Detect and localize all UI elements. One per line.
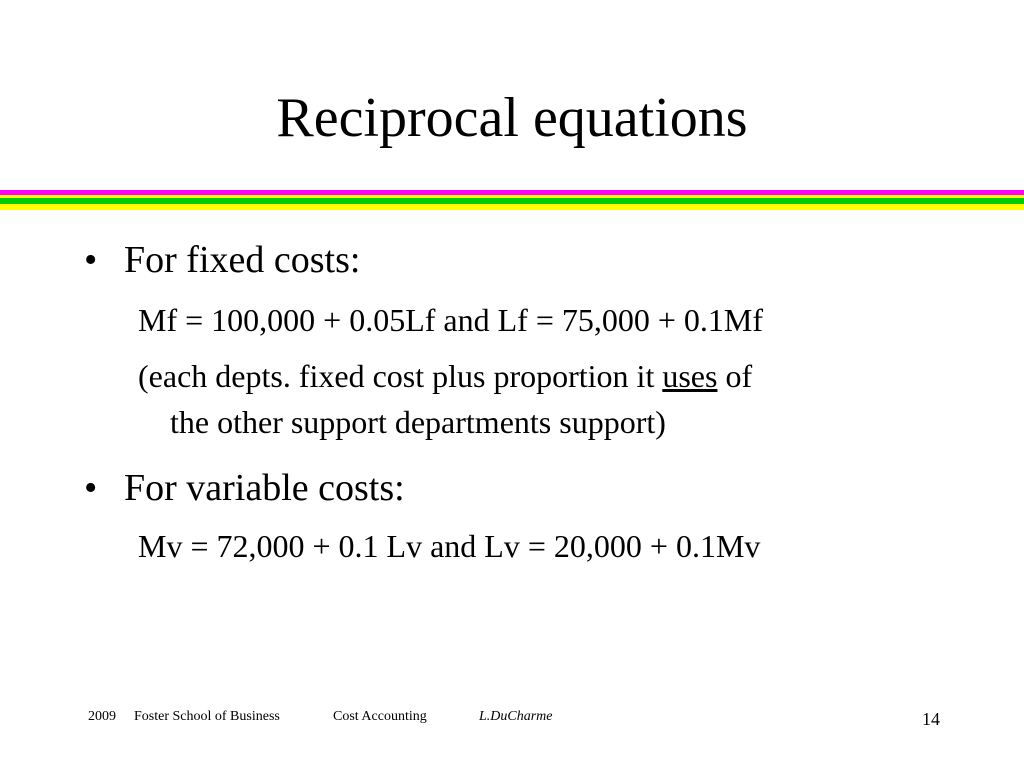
bullet-label: For fixed costs: xyxy=(124,239,361,281)
bullet-dot: • xyxy=(84,467,98,509)
variable-cost-equation: Mv = 72,000 + 0.1 Lv and Lv = 20,000 + 0.1Mv xyxy=(138,528,761,564)
fixed-cost-note xyxy=(138,356,752,396)
slide-title: Reciprocal equations xyxy=(276,87,748,149)
footer-year: 2009 xyxy=(88,709,116,724)
fixed-cost-equation: Mf = 100,000 + 0.05Lf and Lf = 75,000 + 0.1Mf xyxy=(138,302,764,338)
note-text-before: (each depts. fixed cost plus proportion it xyxy=(138,358,663,394)
page-number: 14 xyxy=(922,709,940,729)
decorative-stripes xyxy=(0,190,1024,212)
note-text-after: of xyxy=(717,358,753,394)
footer-course: Cost Accounting xyxy=(333,709,427,724)
footer-school: Foster School of Business xyxy=(134,709,280,724)
bullet-variable-costs xyxy=(84,466,405,510)
bullet-label: For variable costs: xyxy=(124,467,405,509)
stripe-yellow-bottom xyxy=(0,204,1024,210)
note-underlined-word: uses xyxy=(662,358,718,394)
bullet-dot: • xyxy=(84,239,98,281)
bullet-fixed-costs xyxy=(84,238,360,282)
fixed-cost-note-continued: the other support departments support) xyxy=(170,404,666,440)
footer-author: L.DuCharme xyxy=(479,709,553,724)
